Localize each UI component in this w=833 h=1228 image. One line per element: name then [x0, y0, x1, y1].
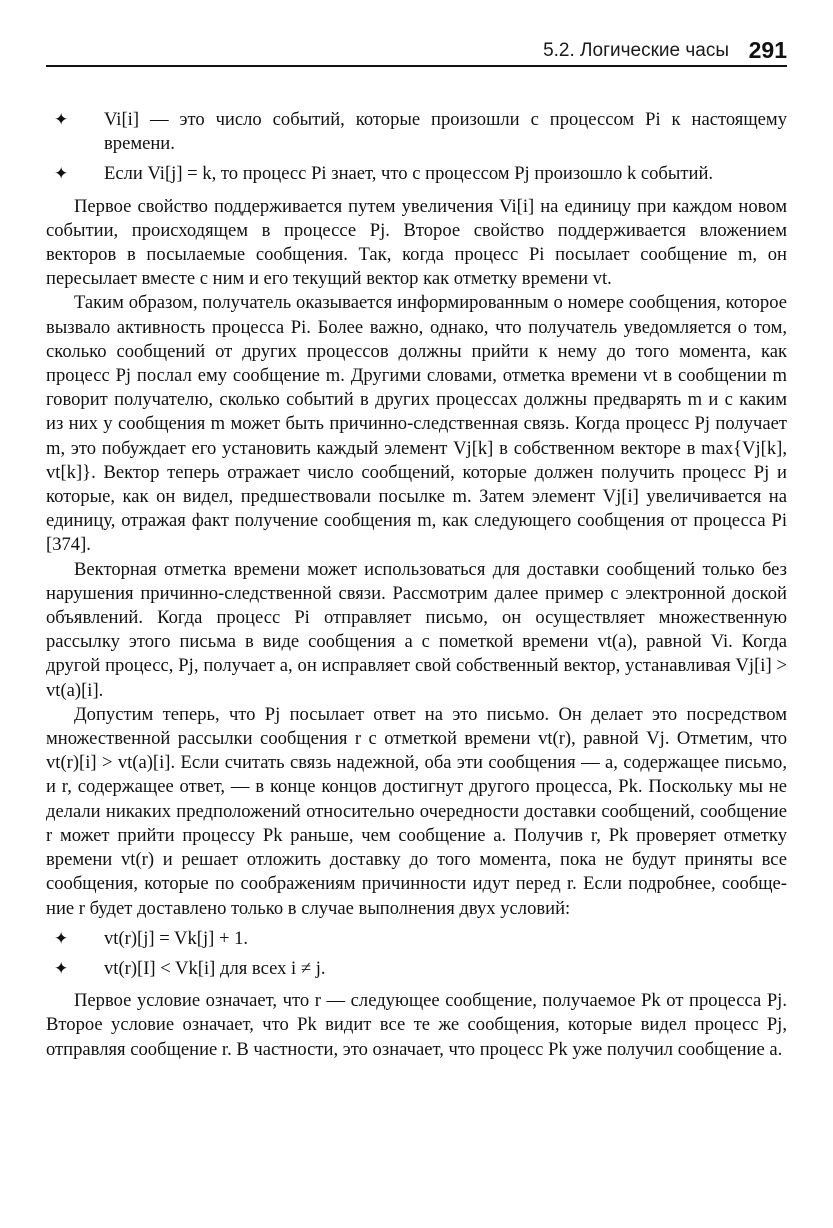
bullet-item	[46, 957, 787, 981]
bullet-text: Vi[i] — это число событий, которые произошли с процессом Pi к настоящему времени.	[104, 109, 792, 155]
bullet-text: Если Vi[j] = k, то процесс Pi знает, что с процессом Pj произошло k событий.	[104, 163, 714, 185]
page-body	[46, 108, 792, 1062]
bullet-star-icon: ✦	[54, 958, 69, 979]
paragraph: Первое условие означает, что r — следующее сообщение, получаемое Pk от процесса Pj. Второе условие означает, что Pk видит все те же сообщения, которые видел процесс Pj, отправляя сообщение r. В частности, это означает, что процесс Pk уже получил сообщение a.	[46, 990, 787, 1060]
paragraph: Векторная отметка времени может использоваться для доставки сообщений только без нарушения причинно-следственной связи. Рассмотрим далее пример с электронной доской объявлений. Когда процесс Pi отправляет письмо, он осуществляет множественную рассылку этого письма в виде сообщения a с пометкой времени vt(a), равной Vi. Когда другой процесс, Pj, получает a, он исправляет свой собственный вектор, устанавливая Vj[i] > vt(a)[i].	[46, 558, 787, 701]
paragraph: Таким образом, получатель оказывается информированным о номере сообщения, которое вызвало активность процесса Pi. Более важно, однако, что получатель уведомляется о том, сколько сообщений от других процессов должны прийти к нему до того момента, как процесс Pj послал ему сообщение m. Другими словами, отметка времени vt в сообщении m говорит получателю, сколько событий в других процессах должны предварять m и с каким из них у сообщения m может быть причинно-следственная связь. Когда процесс Pj получает m, это побуждает его установить каждый элемент Vj[k] в собственном векторе в max{Vj[k], vt[k]}. Вектор теперь отражает число сообщений, которые должен получить процесс Pj и которые, как он видел, предшествовали посылке m. Затем элемент Vj[i] увеличивается на единицу, отражая факт получение сообщения m, как следующего сообщения от процесса Pi [374].	[46, 292, 787, 556]
bullet-item	[46, 108, 792, 156]
bullet-item	[46, 927, 787, 951]
bullet-star-icon: ✦	[54, 164, 69, 185]
paragraph: Первое свойство поддерживается путем увеличения Vi[i] на единицу при каждом новом событии, происходящем в процессе Pj. Второе свойство поддерживается вложением векторов в посылаемые сообщения. Так, когда процесс Pi посылает сообщение m, он пересылает вместе с ним и его текущий вектор как отметку времени vt.	[46, 195, 787, 290]
bullet-text: vt(r)[j] = Vk[j] + 1.	[104, 927, 249, 949]
bullet-item	[46, 162, 787, 186]
page-number: 291	[748, 37, 787, 63]
bullet-text: vt(r)[I] < Vk[i] для всех i ≠ j.	[104, 957, 326, 979]
paragraph: Допустим теперь, что Pj посылает ответ на это письмо. Он делает это посредством множественной рассылки сообщения r с отметкой времени vt(r), равной Vj. Отметим, что vt(r)[i] > vt(a)[i]. Если считать связь надежной, оба эти сообщения — a, содержащее письмо, и r, содержащее ответ, — в конце концов достигнут другого процесса, Pk. Поскольку мы не делали никаких предположений относительно очередности доставки сообщений, сообщение r может прийти процессу Pk раньше, чем сообщение a. Получив r, Pk проверяет отметку времени vt(r) и решает отложить доставку до того момента, пока не будут приняты все сообщения, которые по соображениям причинности идут перед r. Если подробнее, сообщение r будет доставлено только в случае выполнения двух условий:	[46, 703, 787, 919]
bullet-star-icon: ✦	[54, 928, 69, 949]
bullet-star-icon: ✦	[54, 110, 69, 130]
running-header-section-title: 5.2. Логические часы	[543, 40, 729, 61]
header-rule	[46, 65, 787, 67]
